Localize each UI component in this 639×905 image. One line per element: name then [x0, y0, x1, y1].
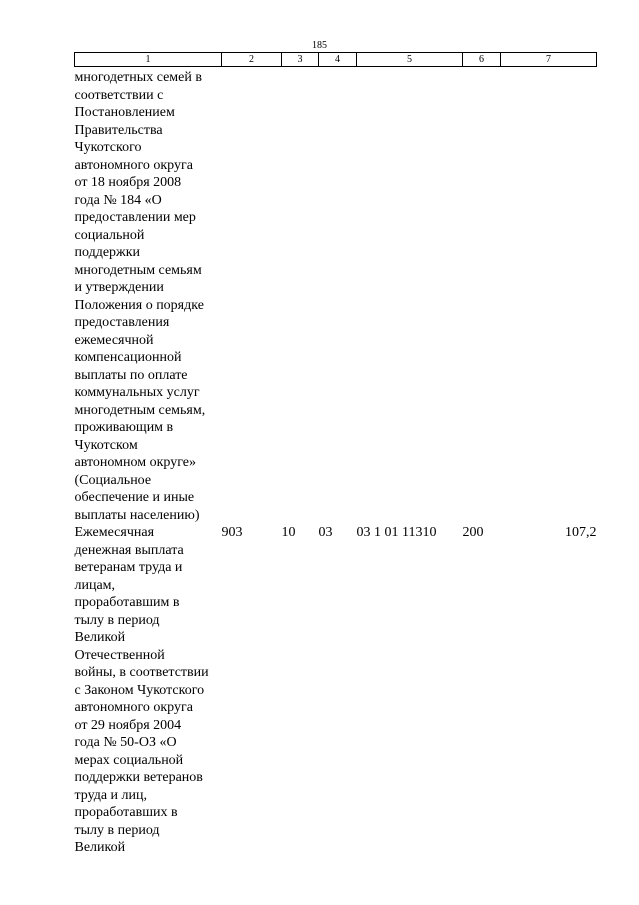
- column-header-4: 4: [319, 53, 357, 67]
- row-admin-code: 903: [221, 525, 243, 540]
- row-expense-type: [463, 67, 501, 525]
- column-header-1: 1: [75, 53, 222, 67]
- column-header-6: 6: [463, 53, 501, 67]
- row-expense-type: 200: [462, 525, 484, 540]
- column-header-2: 2: [222, 53, 282, 67]
- row-subsection: 03: [318, 525, 333, 540]
- row-description: многодетных семей в соответствии с Постановлением Правительства Чукотского автономного округа от 18 ноября 2008 года № 184 «О предоставлении мер социальной поддержки многодетным семьям и утверждении Положения о порядке предоставления ежемесячной компенсационной выплаты по оплате коммунальных услуг многодетным семьям, проживающим в Чукотском автономном округе» (Социальное обеспечение и иные выплаты населению): [74, 70, 206, 523]
- row-amount: [501, 67, 597, 525]
- column-header-5: 5: [357, 53, 463, 67]
- row-description: Ежемесячная денежная выплата ветеранам труда и лицам, проработавшим в тылу в период Великой Отечественной войны, в соответствии с Законом Чукотского автономного округа от 29 ноября 2004 года № 50-ОЗ «О мерах социальной поддержки ветеранов труда и лиц, проработавших в тылу в период Великой: [74, 525, 209, 855]
- column-number-header-row: [75, 53, 597, 67]
- table-row: [75, 67, 597, 525]
- row-target-article: [357, 67, 463, 525]
- row-subsection: [319, 67, 357, 525]
- row-amount: 107,2: [565, 525, 597, 540]
- row-admin-code: [222, 67, 282, 525]
- row-target-article: 03 1 01 11310: [356, 525, 437, 540]
- page-number: 185: [312, 40, 327, 51]
- row-section: [282, 67, 319, 525]
- budget-table: [74, 52, 597, 857]
- row-section: 10: [281, 525, 296, 540]
- column-header-7: 7: [501, 53, 597, 67]
- column-header-3: 3: [282, 53, 319, 67]
- table-row: [75, 524, 597, 857]
